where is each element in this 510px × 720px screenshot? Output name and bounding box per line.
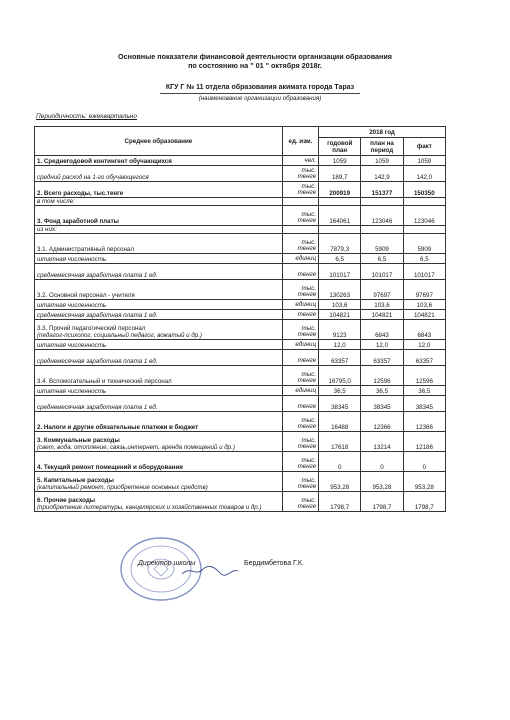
- row-plan: 104821: [319, 310, 361, 320]
- row-period: 5909: [361, 234, 403, 254]
- row-plan: 103,6: [319, 300, 361, 310]
- row-unit: тыс. тенге: [282, 206, 318, 226]
- row-fact: 150350: [403, 182, 445, 198]
- row-period: 1798,7: [361, 492, 403, 512]
- title-line-2: по состоянию на " 01 " октября 2018г.: [188, 61, 322, 70]
- signature-block: [120, 544, 420, 604]
- row-name: 4. Текущий ремонт помещений и оборудования: [35, 452, 283, 472]
- row-plan: 7879,3: [319, 234, 361, 254]
- table-row: [35, 412, 446, 432]
- row-name: 3.4. Вспомогательный и технический персонал: [35, 366, 283, 386]
- row-plan: 36,5: [319, 386, 361, 396]
- row-name: 2. Всего расходы, тыс.тенге: [35, 182, 283, 198]
- row-plan: 101017: [319, 264, 361, 280]
- row-unit: тыс. тенге: [282, 234, 318, 254]
- table-row: [35, 280, 446, 300]
- row-unit: тыс. тенге: [282, 366, 318, 386]
- row-fact: 36,5: [403, 386, 445, 396]
- table-row: [35, 198, 446, 206]
- header-fact: факт: [403, 138, 445, 156]
- header-name: Среднее образование: [35, 127, 283, 156]
- table-row: [35, 254, 446, 264]
- row-subtitle: (капитальный ремонт, приобретение основных средств): [37, 484, 208, 491]
- row-title: 3. Коммунальные расходы: [37, 437, 120, 444]
- table-row: [35, 310, 446, 320]
- row-fact: 142,0: [403, 166, 445, 182]
- table-row: [35, 182, 446, 198]
- row-unit: тыс. тенге: [282, 472, 318, 492]
- table-row: [35, 350, 446, 366]
- row-period: 104821: [361, 310, 403, 320]
- row-period: 36,5: [361, 386, 403, 396]
- header-period-plan: план на период: [361, 138, 403, 156]
- table-row: [35, 452, 446, 472]
- row-plan: 16488: [319, 412, 361, 432]
- row-plan: 6,5: [319, 254, 361, 264]
- row-name: в том числе:: [35, 198, 283, 206]
- table-row: [35, 166, 446, 182]
- organization-note: (наименование организации образования): [198, 95, 322, 102]
- row-name: [35, 320, 283, 340]
- row-period: [361, 226, 403, 234]
- table-row: [35, 320, 446, 340]
- row-plan: 1798,7: [319, 492, 361, 512]
- row-name: 3.2. Основной персонал - учителя: [35, 280, 283, 300]
- row-unit: тенге: [282, 396, 318, 412]
- row-unit: тыс. тенге: [282, 280, 318, 300]
- table-row: [35, 156, 446, 166]
- row-fact: 104821: [403, 310, 445, 320]
- table-body: [35, 156, 446, 512]
- row-fact: 6,5: [403, 254, 445, 264]
- row-name: штатная численность: [35, 386, 283, 396]
- header-year: 2018 год: [319, 127, 446, 138]
- row-fact: 97697: [403, 280, 445, 300]
- row-plan: 16795,0: [319, 366, 361, 386]
- row-plan: 953,28: [319, 472, 361, 492]
- row-title: 6. Прочие расходы: [37, 497, 96, 504]
- row-fact: 6843: [403, 320, 445, 340]
- row-unit: тыс. тенге: [282, 452, 318, 472]
- document-title: [60, 52, 450, 70]
- financial-table: [34, 126, 446, 512]
- row-fact: 12596: [403, 366, 445, 386]
- row-period: 13214: [361, 432, 403, 452]
- table-row: [35, 234, 446, 254]
- row-name: [35, 492, 283, 512]
- row-name: 2. Налоги и другие обязательные платежи в бюджет: [35, 412, 283, 432]
- table-row: [35, 264, 446, 280]
- row-unit: тыс. тенге: [282, 166, 318, 182]
- periodicity-label: Периодичность: ежеквартально: [36, 113, 137, 120]
- row-fact: 12366: [403, 412, 445, 432]
- row-plan: [319, 198, 361, 206]
- row-period: 12,0: [361, 340, 403, 350]
- row-title: 3.3. Прочий педагогический персонал: [37, 325, 146, 332]
- row-plan: 9123: [319, 320, 361, 340]
- row-fact: 123046: [403, 206, 445, 226]
- row-title: 5. Капитальные расходы: [37, 477, 114, 484]
- signature-role: Директор школы: [138, 560, 196, 567]
- row-period: [361, 198, 403, 206]
- row-plan: 130263: [319, 280, 361, 300]
- row-period: 12596: [361, 366, 403, 386]
- row-plan: 12,0: [319, 340, 361, 350]
- row-fact: [403, 198, 445, 206]
- table-row: [35, 366, 446, 386]
- row-unit: тыс. тенге: [282, 492, 318, 512]
- row-fact: 1059: [403, 156, 445, 166]
- row-name: 3.1. Административный персонал: [35, 234, 283, 254]
- row-period: 953,28: [361, 472, 403, 492]
- organization-underline: [160, 93, 360, 94]
- row-name: средний расход на 1-го обучающегося: [35, 166, 283, 182]
- row-period: 103,6: [361, 300, 403, 310]
- table-row: [35, 396, 446, 412]
- row-fact: 38345: [403, 396, 445, 412]
- row-plan: 189,7: [319, 166, 361, 182]
- row-unit: единиц: [282, 300, 318, 310]
- row-fact: 0: [403, 452, 445, 472]
- row-name: 1. Среднегодовой контингент обучающихся: [35, 156, 283, 166]
- row-period: 151377: [361, 182, 403, 198]
- table-row: [35, 300, 446, 310]
- row-period: 97697: [361, 280, 403, 300]
- row-unit: единиц: [282, 340, 318, 350]
- row-unit: [282, 198, 318, 206]
- row-name: штатная численность: [35, 300, 283, 310]
- row-name: штатная численность: [35, 340, 283, 350]
- row-fact: 101017: [403, 264, 445, 280]
- row-unit: единиц: [282, 386, 318, 396]
- row-unit: тыс. тенге: [282, 432, 318, 452]
- row-period: 38345: [361, 396, 403, 412]
- row-name: [35, 432, 283, 452]
- row-plan: 38345: [319, 396, 361, 412]
- row-name: 3. Фонд заработной платы: [35, 206, 283, 226]
- row-name: среднемесячная заработная плата 1 ед.: [35, 396, 283, 412]
- row-name: среднемесячная заработная плата 1 ед.: [35, 264, 283, 280]
- table-row: [35, 206, 446, 226]
- row-period: 123046: [361, 206, 403, 226]
- row-name: среднемесячная заработная плата 1 ед.: [35, 350, 283, 366]
- row-period: 12366: [361, 412, 403, 432]
- table-row: [35, 432, 446, 452]
- row-plan: 164061: [319, 206, 361, 226]
- row-period: 0: [361, 452, 403, 472]
- row-unit: чел.: [282, 156, 318, 166]
- row-plan: 0: [319, 452, 361, 472]
- row-plan: 200919: [319, 182, 361, 198]
- row-period: 1059: [361, 156, 403, 166]
- row-period: 101017: [361, 264, 403, 280]
- row-name: штатная численность: [35, 254, 283, 264]
- row-fact: 12186: [403, 432, 445, 452]
- table-row: [35, 340, 446, 350]
- table-row: [35, 386, 446, 396]
- table-row: [35, 472, 446, 492]
- row-plan: 17618: [319, 432, 361, 452]
- row-unit: тенге: [282, 310, 318, 320]
- row-plan: [319, 226, 361, 234]
- row-fact: [403, 226, 445, 234]
- row-fact: 1798,7: [403, 492, 445, 512]
- row-name: среднемесячная заработная плата 1 ед.: [35, 310, 283, 320]
- row-subtitle: (педагог-психолог, социальный педагог, вожатый и др.): [37, 332, 202, 339]
- row-period: 63357: [361, 350, 403, 366]
- row-fact: 103,6: [403, 300, 445, 310]
- handwritten-signature-icon: [180, 564, 240, 578]
- row-period: 142,9: [361, 166, 403, 182]
- row-fact: 953,28: [403, 472, 445, 492]
- row-plan: 63357: [319, 350, 361, 366]
- row-period: 6,5: [361, 254, 403, 264]
- row-fact: 5909: [403, 234, 445, 254]
- table-row: [35, 226, 446, 234]
- header-annual-plan: годовой план: [319, 138, 361, 156]
- row-unit: тыс. тенге: [282, 320, 318, 340]
- row-unit: единиц: [282, 254, 318, 264]
- row-name: из них:: [35, 226, 283, 234]
- row-unit: тыс. тенге: [282, 182, 318, 198]
- title-line-1: Основные показатели финансовой деятельности организации образования: [118, 52, 392, 61]
- row-unit: [282, 226, 318, 234]
- table-row: [35, 492, 446, 512]
- row-subtitle: (свет, вода, отопление, связь,интернет, аренда помещений и др.): [37, 444, 235, 451]
- header-unit: ед. изм.: [282, 127, 318, 156]
- row-unit: тенге: [282, 264, 318, 280]
- signature-name: Бердимбетова Г.К.: [244, 560, 304, 567]
- row-unit: тенге: [282, 350, 318, 366]
- row-subtitle: (приобретение литературы, канцелярских и хозяйственных товаров и др.): [37, 504, 262, 511]
- row-fact: 63357: [403, 350, 445, 366]
- row-plan: 1059: [319, 156, 361, 166]
- row-period: 6843: [361, 320, 403, 340]
- row-unit: тыс. тенге: [282, 412, 318, 432]
- organization-name: КГУ Г № 11 отдела образования акимата города Тараз: [165, 84, 355, 91]
- row-fact: 12,0: [403, 340, 445, 350]
- row-name: [35, 472, 283, 492]
